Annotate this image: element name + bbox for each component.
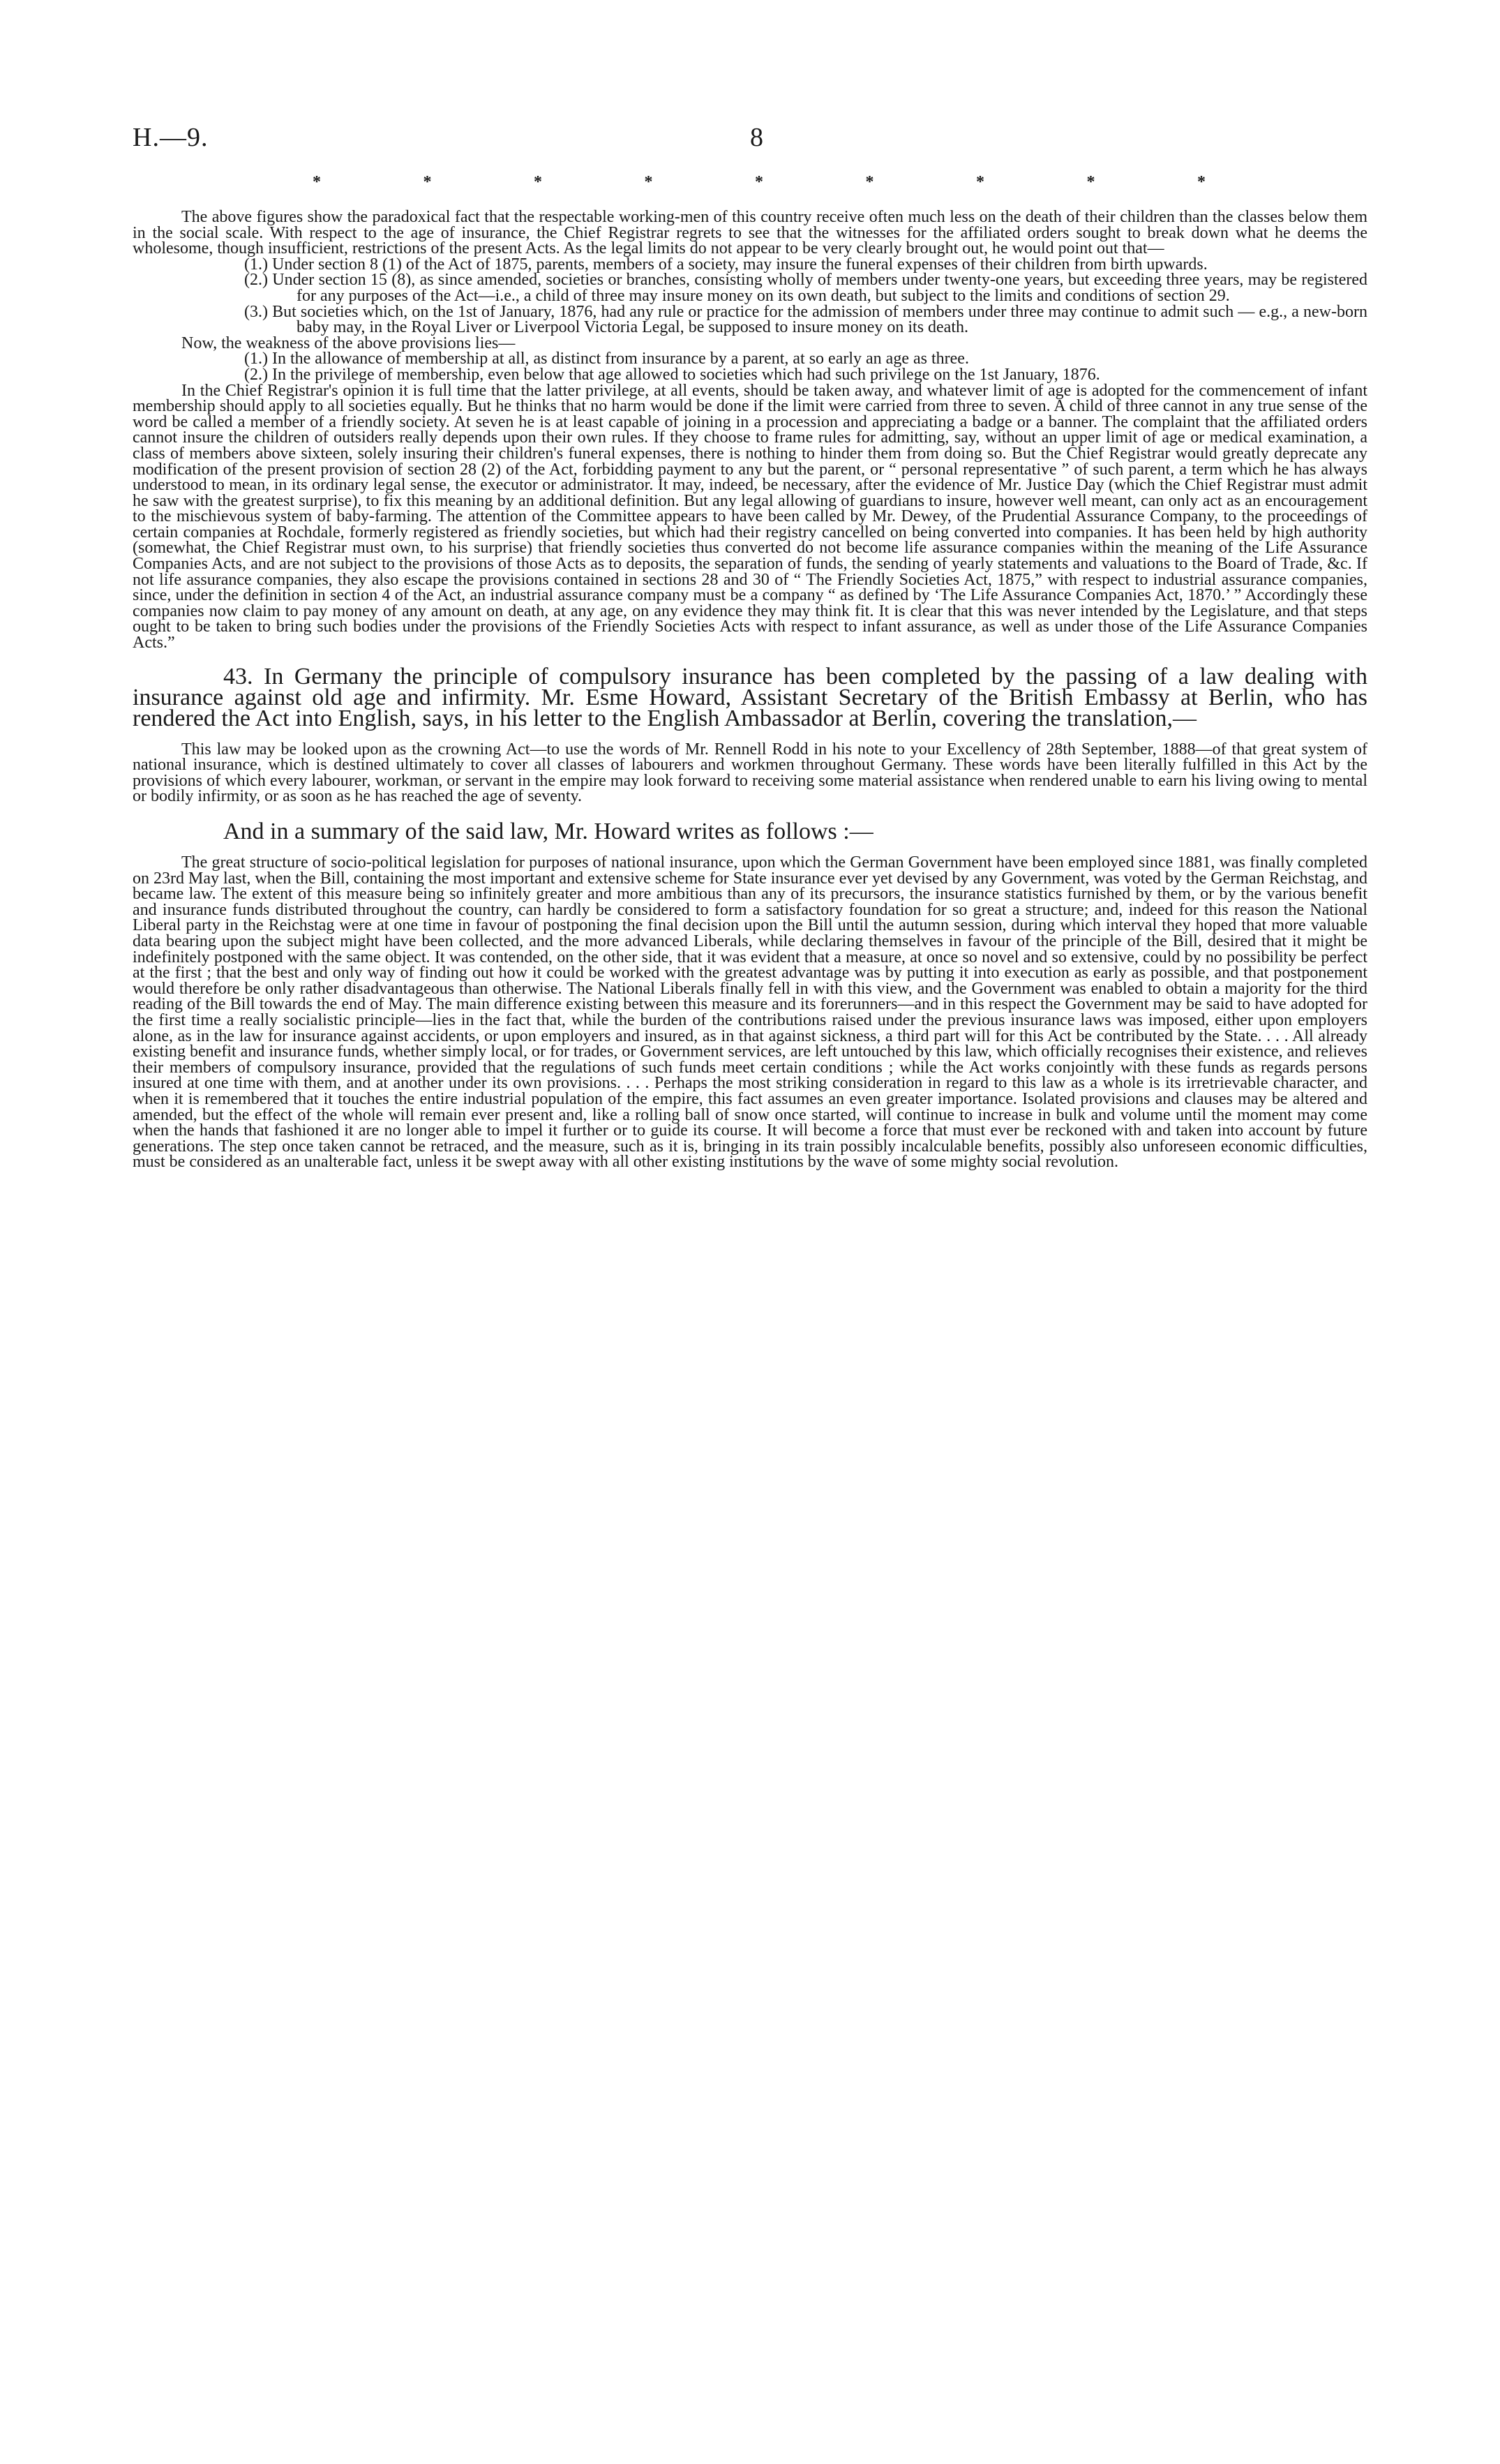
star-glyph: * xyxy=(313,173,321,191)
document-reference: H.—9. xyxy=(133,123,209,152)
legal-limits-list xyxy=(133,257,1367,336)
star-glyph: * xyxy=(534,173,542,191)
star-glyph: * xyxy=(1197,173,1206,191)
list-item: (2.) In the privilege of membership, even below that age allowed to societies which had such privilege on the 1st January, 1876. xyxy=(244,365,1100,384)
star-glyph: * xyxy=(976,173,984,191)
summary-quotation xyxy=(133,855,1367,1170)
page-number: 8 xyxy=(750,123,763,152)
list-item: (3.) But societies which, on the 1st of January, 1876, had any rule or practice for the admission of members under three may continue to admit such — e.g., a new-born baby may, in the Royal Liver or Liverpool Victoria Legal, be supposed to insure money on its death. xyxy=(244,302,1367,337)
star-glyph: * xyxy=(1086,173,1095,191)
chief-registrar-opinion-paragraph: In the Chief Registrar's opinion it is full time that the latter privilege, at all events, should be taken away, and whatever limit of age is adopted for the commencement of infant membership should apply to all societies equally. But he thinks that no harm would be done if the limit were carried from three to seven. A child of three cannot in any true sense of the word be called a member of a friendly society. At seven he is at least capable of joining in a procession and appreciating a badge or a banner. The complaint that the affiliated orders cannot insure the children of outsiders really depends upon their own rules. If they choose to frame rules for admitting, say, without an upper limit of age or medical examination, a class of members above sixteen, solely insuring their children's funeral expenses, there is nothing to hinder them from doing so. But the Chief Registrar would greatly deprecate any modification of the present provision of section 28 (2) of the Act, forbidding payment to any but the parent, or “ personal representative ” of such parent, a term which he has always understood to mean, in its ordinary legal sense, the executor or administrator. It may, indeed, be necessary, after the evidence of Mr. Justice Day (which the Chief Registrar must admit he saw with the greatest surprise), to fix this meaning by an additional definition. But any legal allowing of guardians to insure, however well meant, can only act as an encouragement to the mischievous system of baby-farming. The attention of the Committee appears to have been called by Mr. Dewey, of the Prudential Assurance Company, to the proceedings of certain companies at Rochdale, formerly registered as friendly societies, but which had their registry cancelled on being converted into companies. It has been held by high authority (somewhat, the Chief Registrar must own, to his surprise) that friendly societies thus converted do not become life assurance companies within the meaning of the Life Assurance Companies Acts, and are not subject to the provisions of those Acts as to deposits, the separation of funds, the sending of yearly statements and valuations to the Board of Trade, &c. If not life assurance companies, they also escape the provisions contained in sections 28 and 30 of “ The Friendly Societies Act, 1875,” with respect to industrial assurance companies, since, under the definition in section 4 of the Act, an industrial assurance company must be a company “ as defined by ‘The Life Assurance Companies Act, 1870.’ ” Accordingly these companies now claim to pay money of any amount on death, at any age, on any evidence they may think fit. It is clear that this was never intended by the Legislature, and that steps ought to be taken to bring such bodies under the provisions of the Friendly Societies Acts with respect to infant assurance, as well as under those of the Life Assurance Companies Acts.” xyxy=(133,381,1367,652)
star-glyph: * xyxy=(644,173,653,191)
weaknesses-list xyxy=(133,351,1367,382)
letter-quote-paragraph: This law may be looked upon as the crowning Act—to use the words of Mr. Rennell Rodd in his note to your Excellency of 28th September, 1888—of that great system of national insurance, which is destined ultimately to cover all classes of labourers and workmen throughout Germany. These words have been literally fulfilled in this Act by the provisions of which every labourer, workman, or servant in the empire may look forward to receiving some material assistance when rendered unable to earn his living owing to mental or bodily infirmity, or as soon as he has reached the age of seventy. xyxy=(133,740,1367,806)
section-43-paragraph: 43. In Germany the principle of compulsory insurance has been completed by the passing of a law dealing with insurance against old age and infirmity. Mr. Esme Howard, Assistant Secretary of the British Embassy at Berlin, who has rendered the Act into English, says, in his letter to the English Ambassador at Berlin, covering the translation,— xyxy=(133,663,1367,731)
star-glyph: * xyxy=(755,173,763,191)
summary-intro: And in a summary of the said law, Mr. Howard writes as follows :— xyxy=(223,819,873,844)
page-body xyxy=(133,209,1367,1170)
star-glyph: * xyxy=(865,173,874,191)
list-item: (1.) In the allowance of membership at all, as distinct from insurance by a parent, at so early an age as three. xyxy=(244,350,969,368)
star-glyph: * xyxy=(423,173,432,191)
list-item: (1.) Under section 8 (1) of the Act of 1875, parents, members of a society, may insure the funeral expenses of their children from birth upwards. xyxy=(244,255,1208,274)
page-header xyxy=(133,122,1367,164)
summary-quote-paragraph: The great structure of socio-political legislation for purposes of national insurance, upon which the German Government have been employed since 1881, was finally completed on 23rd May last, when the Bill, containing the most important and extensive scheme for State insurance ever yet devised by any Government, was voted by the German Reichstag, and became law. The extent of this measure being so infinitely greater and more ambitious than any of its precursors, the insurance statistics furnished by them, or by the various benefit and insurance funds distributed throughout the country, can hardly be considered to form a satisfactory foundation for so great a structure; and, indeed for this reason the National Liberal party in the Reichstag were at one time in favour of postponing the final decision upon the Bill until the autumn session, during which interval they hoped that more valuable data bearing upon the subject might have been collected, and the more advanced Liberals, while declaring themselves in favour of the principle of the Bill, desired that it might be indefinitely postponed with the same object. It was contended, on the other side, that it was evident that a measure, at once so novel and so extensive, could by no possibility be perfect at the first ; that the best and only way of finding out how it could be worked with the greatest advantage was by putting it into execution as early as possible, and that postponement would therefore be only rather disadvantageous than otherwise. The National Liberals finally fell in with this view, and the Government was enabled to obtain a majority for the third reading of the Bill towards the end of May. The main difference existing between this measure and its forerunners—and in this respect the Government may be said to have adopted for the first time a really socialistic principle—lies in the fact that, while the burden of the contributions raised under the previous insurance laws was imposed, either upon employers alone, as in the law for insurance against accidents, or upon employers and insured, as in that against sickness, a third part will for this Act be contributed by the State. . . . All already existing benefit and insurance funds, whether simply local, or for trades, or Government services, are left untouched by this law, which officially recognises their existence, and relieves their members of compulsory insurance, provided that the regulations of such funds meet certain conditions ; while the Act works conjointly with these funds as regards persons insured at one time with them, and at another under its own provisions. . . . Perhaps the most striking consideration in regard to this law as a whole is its irretrievable character, and when it is remembered that it touches the entire industrial population of the empire, this fact assumes an even greater importance. Isolated provisions and clauses may be altered and amended, but the effect of the whole will remain ever present and, like a rolling ball of snow once started, will continue to increase in bulk and volume until the moment may come when the hands that fashioned it are no longer able to impel it further or to guide its course. It will become a force that must ever be reckoned with and taken into account by future generations. The step once taken cannot be retraced, and the measure, such as it is, bringing in its train possibly incalculable benefits, possibly also unforeseen economic difficulties, must be considered as an unalterable fact, unless it be swept away with all other existing institutions by the wave of some mighty social revolution. xyxy=(133,853,1367,1172)
section-break-stars xyxy=(313,173,1206,192)
weakness-intro: Now, the weakness of the above provisions lies— xyxy=(181,334,516,352)
list-item: (2.) Under section 15 (8), as since amended, societies or branches, consisting wholly of members under twenty-one years, but exceeding three years, may be registered for any purposes of the Act—i.e., a child of three may insure money on its own death, but subject to the limits and conditions of section 29. xyxy=(244,271,1367,305)
report-intro-paragraph: The above figures show the paradoxical fact that the respectable working-men of this country receive often much less on the death of their children than the classes below them in the social scale. With respect to the age of insurance, the Chief Registrar regrets to see that the witnesses for the affiliated orders sought to break down what he deems the wholesome, though insufficient, restrictions of the present Acts. As the legal limits do not appear to be very clearly brought out, he would point out that— xyxy=(133,208,1367,258)
letter-quotation xyxy=(133,742,1367,805)
